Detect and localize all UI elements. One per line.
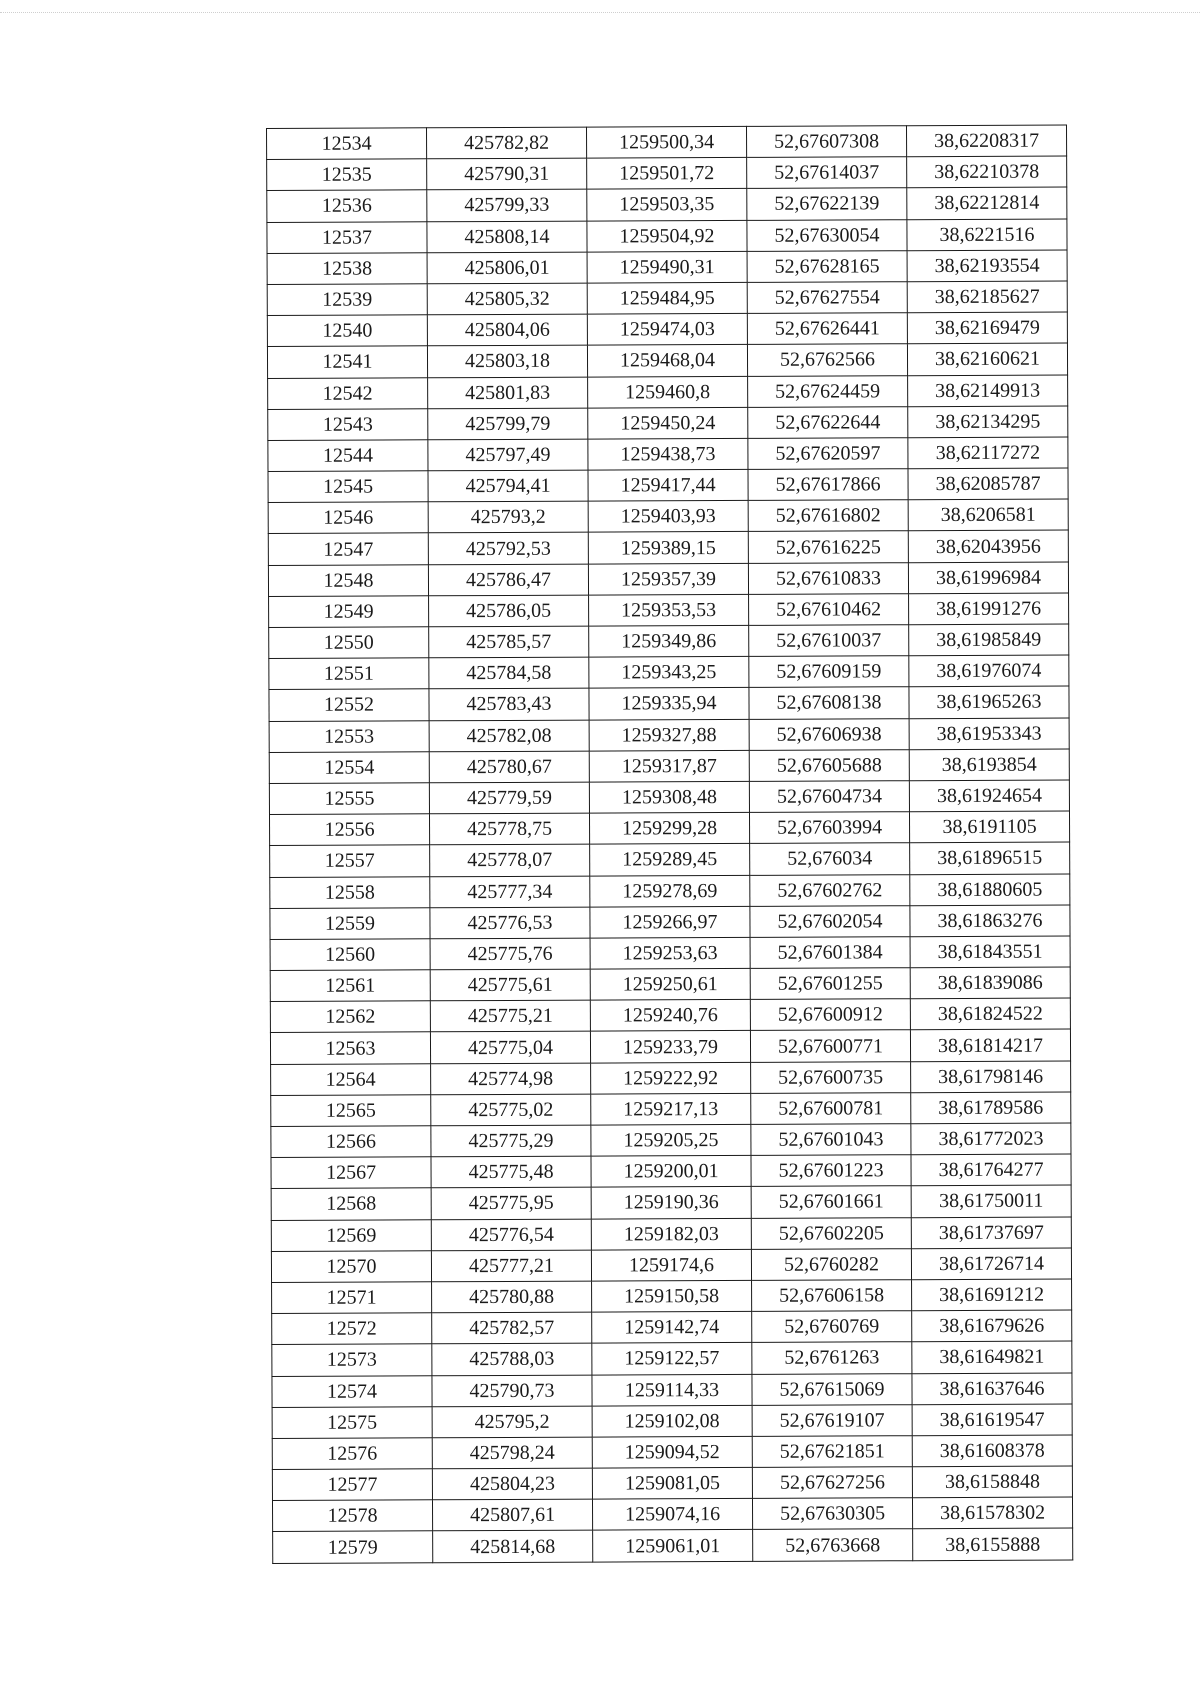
latitude-cell: 52,67600781 <box>751 1093 911 1125</box>
table-row <box>272 1435 1072 1470</box>
latitude-cell: 52,67616225 <box>748 531 908 563</box>
table-row <box>267 281 1067 316</box>
x-coordinate-cell: 425775,61 <box>430 969 590 1001</box>
point-number-cell: 12543 <box>268 408 428 440</box>
y-coordinate-cell: 1259094,52 <box>592 1436 752 1468</box>
y-coordinate-cell: 1259503,35 <box>587 189 747 221</box>
y-coordinate-cell: 1259308,48 <box>589 781 749 813</box>
latitude-cell: 52,6760769 <box>752 1311 912 1343</box>
x-coordinate-cell: 425807,61 <box>432 1499 592 1531</box>
latitude-cell: 52,67628165 <box>747 250 907 282</box>
longitude-cell: 38,61843551 <box>910 936 1070 968</box>
x-coordinate-cell: 425778,07 <box>430 844 590 876</box>
point-number-cell: 12573 <box>272 1344 432 1376</box>
longitude-cell: 38,61996984 <box>908 562 1068 594</box>
point-number-cell: 12544 <box>268 440 428 472</box>
point-number-cell: 12546 <box>268 502 428 534</box>
latitude-cell: 52,67621851 <box>752 1436 912 1468</box>
table-row <box>272 1372 1072 1407</box>
x-coordinate-cell: 425801,83 <box>428 377 588 409</box>
point-number-cell: 12572 <box>272 1313 432 1345</box>
point-number-cell: 12552 <box>269 689 429 721</box>
y-coordinate-cell: 1259253,63 <box>590 937 750 969</box>
table-row <box>267 156 1067 191</box>
longitude-cell: 38,61976074 <box>909 655 1069 687</box>
x-coordinate-cell: 425783,43 <box>429 688 589 720</box>
table-row <box>270 842 1070 877</box>
latitude-cell: 52,6762566 <box>747 344 907 376</box>
table-row <box>269 749 1069 784</box>
y-coordinate-cell: 1259182,03 <box>591 1218 751 1250</box>
point-number-cell: 12575 <box>272 1406 432 1438</box>
latitude-cell: 52,67626441 <box>747 313 907 345</box>
point-number-cell: 12570 <box>271 1251 431 1283</box>
table-row <box>272 1497 1072 1532</box>
x-coordinate-cell: 425775,95 <box>431 1187 591 1219</box>
x-coordinate-cell: 425790,31 <box>427 158 587 190</box>
table-row <box>268 468 1068 503</box>
longitude-cell: 38,61824522 <box>910 998 1070 1030</box>
table-row <box>269 655 1069 690</box>
x-coordinate-cell: 425775,48 <box>431 1156 591 1188</box>
longitude-cell: 38,6221516 <box>907 219 1067 251</box>
table-row <box>269 811 1069 846</box>
point-number-cell: 12550 <box>269 627 429 659</box>
y-coordinate-cell: 1259468,04 <box>587 345 747 377</box>
y-coordinate-cell: 1259222,92 <box>591 1062 751 1094</box>
point-number-cell: 12548 <box>268 564 428 596</box>
x-coordinate-cell: 425776,54 <box>431 1219 591 1251</box>
y-coordinate-cell: 1259240,76 <box>590 1000 750 1032</box>
longitude-cell: 38,61764277 <box>911 1154 1071 1186</box>
longitude-cell: 38,61798146 <box>911 1061 1071 1093</box>
table-row <box>268 499 1068 534</box>
point-number-cell: 12557 <box>270 845 430 877</box>
latitude-cell: 52,67606158 <box>752 1280 912 1312</box>
y-coordinate-cell: 1259142,74 <box>592 1312 752 1344</box>
x-coordinate-cell: 425799,79 <box>428 408 588 440</box>
longitude-cell: 38,61965263 <box>909 686 1069 718</box>
y-coordinate-cell: 1259299,28 <box>589 813 749 845</box>
x-coordinate-cell: 425780,67 <box>429 751 589 783</box>
latitude-cell: 52,67630054 <box>747 219 907 251</box>
latitude-cell: 52,6761263 <box>752 1342 912 1374</box>
table-row <box>272 1466 1072 1501</box>
point-number-cell: 12577 <box>272 1469 432 1501</box>
table-row <box>271 1185 1071 1220</box>
point-number-cell: 12537 <box>267 221 427 253</box>
table-row <box>270 998 1070 1033</box>
y-coordinate-cell: 1259335,94 <box>589 688 749 720</box>
latitude-cell: 52,67601255 <box>750 968 910 1000</box>
latitude-cell: 52,67600912 <box>750 999 910 1031</box>
y-coordinate-cell: 1259150,58 <box>592 1280 752 1312</box>
longitude-cell: 38,61649821 <box>912 1341 1072 1373</box>
x-coordinate-cell: 425806,01 <box>427 252 587 284</box>
table-row <box>271 1092 1071 1127</box>
coordinates-table <box>266 125 1073 1564</box>
latitude-cell: 52,67603994 <box>749 812 909 844</box>
x-coordinate-cell: 425792,53 <box>428 533 588 565</box>
longitude-cell: 38,61726714 <box>911 1248 1071 1280</box>
table-row <box>269 780 1069 815</box>
longitude-cell: 38,62149913 <box>908 375 1068 407</box>
point-number-cell: 12571 <box>272 1282 432 1314</box>
x-coordinate-cell: 425776,53 <box>430 907 590 939</box>
point-number-cell: 12569 <box>271 1219 431 1251</box>
longitude-cell: 38,61839086 <box>910 967 1070 999</box>
longitude-cell: 38,61737697 <box>911 1217 1071 1249</box>
longitude-cell: 38,61691212 <box>912 1279 1072 1311</box>
y-coordinate-cell: 1259438,73 <box>588 438 748 470</box>
table-row <box>271 1248 1071 1283</box>
x-coordinate-cell: 425797,49 <box>428 439 588 471</box>
table-row <box>268 530 1068 565</box>
y-coordinate-cell: 1259501,72 <box>587 158 747 190</box>
x-coordinate-cell: 425786,05 <box>429 595 589 627</box>
point-number-cell: 12561 <box>270 970 430 1002</box>
y-coordinate-cell: 1259490,31 <box>587 251 747 283</box>
longitude-cell: 38,61619547 <box>912 1404 1072 1436</box>
y-coordinate-cell: 1259343,25 <box>589 657 749 689</box>
x-coordinate-cell: 425808,14 <box>427 221 587 253</box>
longitude-cell: 38,62210378 <box>907 156 1067 188</box>
table-row <box>271 1061 1071 1096</box>
x-coordinate-cell: 425775,21 <box>430 1000 590 1032</box>
y-coordinate-cell: 1259233,79 <box>590 1031 750 1063</box>
point-number-cell: 12538 <box>267 253 427 285</box>
x-coordinate-cell: 425785,57 <box>429 626 589 658</box>
latitude-cell: 52,67619107 <box>752 1404 912 1436</box>
y-coordinate-cell: 1259278,69 <box>590 875 750 907</box>
longitude-cell: 38,62185627 <box>907 281 1067 313</box>
latitude-cell: 52,67600735 <box>751 1061 911 1093</box>
longitude-cell: 38,61953343 <box>909 718 1069 750</box>
y-coordinate-cell: 1259174,6 <box>591 1249 751 1281</box>
point-number-cell: 12534 <box>267 128 427 160</box>
table-row <box>271 1217 1071 1252</box>
table-row <box>269 624 1069 659</box>
point-number-cell: 12554 <box>269 752 429 784</box>
table-row <box>270 905 1070 940</box>
y-coordinate-cell: 1259474,03 <box>587 314 747 346</box>
point-number-cell: 12547 <box>268 533 428 565</box>
longitude-cell: 38,62212814 <box>907 187 1067 219</box>
x-coordinate-cell: 425782,82 <box>427 127 587 159</box>
y-coordinate-cell: 1259114,33 <box>592 1374 752 1406</box>
table-row <box>272 1404 1072 1439</box>
table-row <box>268 375 1068 410</box>
latitude-cell: 52,67601661 <box>751 1186 911 1218</box>
table-row <box>267 219 1067 254</box>
table-row <box>268 406 1068 441</box>
point-number-cell: 12535 <box>267 159 427 191</box>
y-coordinate-cell: 1259450,24 <box>588 407 748 439</box>
x-coordinate-cell: 425775,29 <box>431 1125 591 1157</box>
latitude-cell: 52,67604734 <box>749 781 909 813</box>
y-coordinate-cell: 1259484,95 <box>587 282 747 314</box>
table-row <box>270 874 1070 909</box>
longitude-cell: 38,61578302 <box>912 1497 1072 1529</box>
x-coordinate-cell: 425804,06 <box>427 314 587 346</box>
x-coordinate-cell: 425782,57 <box>432 1312 592 1344</box>
point-number-cell: 12566 <box>271 1126 431 1158</box>
latitude-cell: 52,67617866 <box>748 469 908 501</box>
x-coordinate-cell: 425805,32 <box>427 283 587 315</box>
x-coordinate-cell: 425804,23 <box>432 1468 592 1500</box>
latitude-cell: 52,67601223 <box>751 1155 911 1187</box>
table-row <box>267 343 1067 378</box>
longitude-cell: 38,61750011 <box>911 1185 1071 1217</box>
point-number-cell: 12559 <box>270 907 430 939</box>
longitude-cell: 38,61679626 <box>912 1310 1072 1342</box>
table-row <box>272 1279 1072 1314</box>
longitude-cell: 38,6193854 <box>909 749 1069 781</box>
point-number-cell: 12565 <box>271 1095 431 1127</box>
y-coordinate-cell: 1259460,8 <box>588 376 748 408</box>
x-coordinate-cell: 425780,88 <box>432 1281 592 1313</box>
x-coordinate-cell: 425775,04 <box>430 1032 590 1064</box>
coordinates-table-body <box>267 125 1073 1563</box>
latitude-cell: 52,67624459 <box>748 375 908 407</box>
point-number-cell: 12568 <box>271 1188 431 1220</box>
point-number-cell: 12542 <box>268 377 428 409</box>
table-row <box>271 1123 1071 1158</box>
y-coordinate-cell: 1259289,45 <box>590 844 750 876</box>
coordinates-table-container <box>266 125 1073 1564</box>
point-number-cell: 12536 <box>267 190 427 222</box>
table-row <box>269 686 1069 721</box>
longitude-cell: 38,61608378 <box>912 1435 1072 1467</box>
table-row <box>267 125 1067 160</box>
longitude-cell: 38,61896515 <box>910 842 1070 874</box>
point-number-cell: 12549 <box>269 596 429 628</box>
point-number-cell: 12578 <box>272 1500 432 1532</box>
point-number-cell: 12579 <box>273 1531 433 1563</box>
y-coordinate-cell: 1259061,01 <box>593 1530 753 1562</box>
y-coordinate-cell: 1259081,05 <box>592 1467 752 1499</box>
longitude-cell: 38,61985849 <box>909 624 1069 656</box>
longitude-cell: 38,62208317 <box>906 125 1066 157</box>
longitude-cell: 38,61772023 <box>911 1123 1071 1155</box>
longitude-cell: 38,62160621 <box>907 343 1067 375</box>
point-number-cell: 12574 <box>272 1375 432 1407</box>
x-coordinate-cell: 425786,47 <box>428 564 588 596</box>
point-number-cell: 12539 <box>267 284 427 316</box>
y-coordinate-cell: 1259200,01 <box>591 1156 751 1188</box>
latitude-cell: 52,67630305 <box>752 1498 912 1530</box>
table-row <box>267 312 1067 347</box>
table-row <box>271 1154 1071 1189</box>
point-number-cell: 12567 <box>271 1157 431 1189</box>
y-coordinate-cell: 1259349,86 <box>589 625 749 657</box>
x-coordinate-cell: 425803,18 <box>427 345 587 377</box>
latitude-cell: 52,67605688 <box>749 749 909 781</box>
longitude-cell: 38,62169479 <box>907 312 1067 344</box>
latitude-cell: 52,67607308 <box>746 126 906 158</box>
longitude-cell: 38,61924654 <box>909 780 1069 812</box>
point-number-cell: 12562 <box>270 1001 430 1033</box>
latitude-cell: 52,67601384 <box>750 937 910 969</box>
x-coordinate-cell: 425814,68 <box>433 1531 593 1563</box>
y-coordinate-cell: 1259266,97 <box>590 906 750 938</box>
y-coordinate-cell: 1259102,08 <box>592 1405 752 1437</box>
latitude-cell: 52,67620597 <box>748 438 908 470</box>
latitude-cell: 52,67610833 <box>748 562 908 594</box>
latitude-cell: 52,6763668 <box>753 1529 913 1561</box>
point-number-cell: 12540 <box>267 315 427 347</box>
point-number-cell: 12551 <box>269 658 429 690</box>
y-coordinate-cell: 1259389,15 <box>588 532 748 564</box>
latitude-cell: 52,67601043 <box>751 1124 911 1156</box>
point-number-cell: 12555 <box>269 783 429 815</box>
x-coordinate-cell: 425788,03 <box>432 1343 592 1375</box>
point-number-cell: 12545 <box>268 471 428 503</box>
table-row <box>272 1310 1072 1345</box>
x-coordinate-cell: 425782,08 <box>429 720 589 752</box>
longitude-cell: 38,61863276 <box>910 905 1070 937</box>
latitude-cell: 52,67627554 <box>747 282 907 314</box>
y-coordinate-cell: 1259327,88 <box>589 719 749 751</box>
longitude-cell: 38,61789586 <box>911 1092 1071 1124</box>
x-coordinate-cell: 425778,75 <box>429 813 589 845</box>
y-coordinate-cell: 1259250,61 <box>590 968 750 1000</box>
y-coordinate-cell: 1259504,92 <box>587 220 747 252</box>
longitude-cell: 38,6206581 <box>908 499 1068 531</box>
latitude-cell: 52,67614037 <box>747 157 907 189</box>
y-coordinate-cell: 1259403,93 <box>588 501 748 533</box>
y-coordinate-cell: 1259190,36 <box>591 1187 751 1219</box>
table-row <box>269 718 1069 753</box>
longitude-cell: 38,61637646 <box>912 1372 1072 1404</box>
latitude-cell: 52,67615069 <box>752 1373 912 1405</box>
table-row <box>270 936 1070 971</box>
latitude-cell: 52,67609159 <box>749 656 909 688</box>
longitude-cell: 38,61814217 <box>910 1029 1070 1061</box>
latitude-cell: 52,67622644 <box>748 406 908 438</box>
table-row <box>273 1528 1073 1563</box>
table-row <box>267 250 1067 285</box>
longitude-cell: 38,62134295 <box>908 406 1068 438</box>
x-coordinate-cell: 425775,76 <box>430 938 590 970</box>
x-coordinate-cell: 425774,98 <box>431 1063 591 1095</box>
longitude-cell: 38,62193554 <box>907 250 1067 282</box>
point-number-cell: 12576 <box>272 1438 432 1470</box>
x-coordinate-cell: 425793,2 <box>428 501 588 533</box>
y-coordinate-cell: 1259353,53 <box>589 594 749 626</box>
latitude-cell: 52,6760282 <box>751 1248 911 1280</box>
table-row <box>269 593 1069 628</box>
point-number-cell: 12553 <box>269 720 429 752</box>
y-coordinate-cell: 1259357,39 <box>588 563 748 595</box>
table-row <box>268 562 1068 597</box>
y-coordinate-cell: 1259417,44 <box>588 469 748 501</box>
x-coordinate-cell: 425784,58 <box>429 657 589 689</box>
x-coordinate-cell: 425777,21 <box>431 1250 591 1282</box>
latitude-cell: 52,67602762 <box>750 874 910 906</box>
latitude-cell: 52,67602205 <box>751 1217 911 1249</box>
longitude-cell: 38,61880605 <box>910 874 1070 906</box>
latitude-cell: 52,67602054 <box>750 905 910 937</box>
longitude-cell: 38,6191105 <box>909 811 1069 843</box>
longitude-cell: 38,62085787 <box>908 468 1068 500</box>
x-coordinate-cell: 425798,24 <box>432 1437 592 1469</box>
longitude-cell: 38,6158848 <box>912 1466 1072 1498</box>
scan-top-edge <box>0 12 1200 13</box>
x-coordinate-cell: 425799,33 <box>427 189 587 221</box>
latitude-cell: 52,67622139 <box>747 188 907 220</box>
x-coordinate-cell: 425777,34 <box>430 876 590 908</box>
longitude-cell: 38,62117272 <box>908 437 1068 469</box>
latitude-cell: 52,67627256 <box>752 1467 912 1499</box>
longitude-cell: 38,62043956 <box>908 530 1068 562</box>
longitude-cell: 38,61991276 <box>909 593 1069 625</box>
y-coordinate-cell: 1259217,13 <box>591 1093 751 1125</box>
y-coordinate-cell: 1259122,57 <box>592 1343 752 1375</box>
y-coordinate-cell: 1259205,25 <box>591 1124 751 1156</box>
latitude-cell: 52,67606938 <box>749 718 909 750</box>
point-number-cell: 12560 <box>270 939 430 971</box>
latitude-cell: 52,676034 <box>750 843 910 875</box>
y-coordinate-cell: 1259074,16 <box>592 1499 752 1531</box>
table-row <box>272 1341 1072 1376</box>
point-number-cell: 12558 <box>270 876 430 908</box>
point-number-cell: 12564 <box>271 1063 431 1095</box>
table-row <box>267 187 1067 222</box>
latitude-cell: 52,67600771 <box>750 1030 910 1062</box>
table-row <box>268 437 1068 472</box>
x-coordinate-cell: 425779,59 <box>429 782 589 814</box>
table-row <box>270 967 1070 1002</box>
x-coordinate-cell: 425790,73 <box>432 1375 592 1407</box>
longitude-cell: 38,6155888 <box>913 1528 1073 1560</box>
y-coordinate-cell: 1259317,87 <box>589 750 749 782</box>
latitude-cell: 52,67616802 <box>748 500 908 532</box>
latitude-cell: 52,67610037 <box>749 625 909 657</box>
x-coordinate-cell: 425795,2 <box>432 1406 592 1438</box>
latitude-cell: 52,67610462 <box>749 594 909 626</box>
point-number-cell: 12556 <box>269 814 429 846</box>
point-number-cell: 12541 <box>267 346 427 378</box>
table-row <box>270 1029 1070 1064</box>
point-number-cell: 12563 <box>270 1032 430 1064</box>
x-coordinate-cell: 425775,02 <box>431 1094 591 1126</box>
latitude-cell: 52,67608138 <box>749 687 909 719</box>
y-coordinate-cell: 1259500,34 <box>586 126 746 158</box>
x-coordinate-cell: 425794,41 <box>428 470 588 502</box>
